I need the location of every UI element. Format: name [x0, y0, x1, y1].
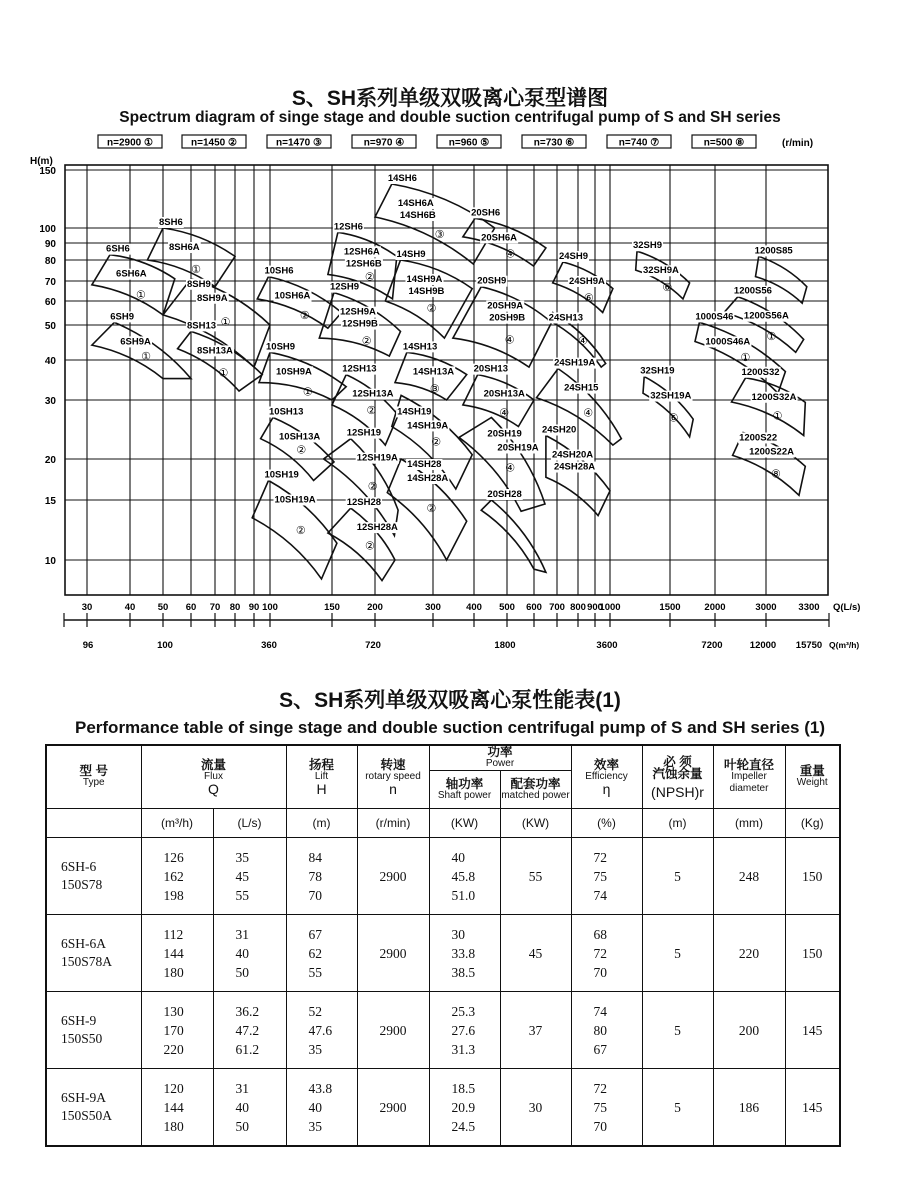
table-title-en: Performance table of singe stage and double suction centrifugal pump of S and SH series (1)	[74, 718, 826, 737]
pump-model-label: 12SH13A	[352, 388, 394, 400]
pump-model-label: 24SH9	[558, 250, 589, 262]
cell-type: 6SH-9 150S50	[46, 992, 141, 1069]
cell-npsh: 5	[642, 1069, 713, 1147]
speed-mark: ②	[296, 444, 307, 457]
7-text: (m)	[642, 809, 713, 838]
x-tick-label: 500	[499, 602, 515, 613]
cell-npsh: 5	[642, 992, 713, 1069]
y-axis-label: H(m)	[30, 156, 53, 167]
cell-npsh: 5	[642, 838, 713, 915]
cell-shaft: 30 33.8 38.5	[429, 915, 500, 992]
x-tick-label: 40	[124, 602, 136, 613]
table-row	[46, 992, 840, 1069]
speed-mark: ①	[766, 331, 777, 344]
cell-ls: 35 45 55	[213, 838, 286, 915]
pump-model-label: 6SH9	[110, 311, 135, 323]
6-text: (%)	[571, 809, 642, 838]
imp-cn-text: 叶轮直径	[723, 758, 774, 772]
pump-model-label: 24SH28A	[553, 461, 596, 473]
2-text: (m)	[286, 809, 357, 838]
pump-model-label: 12SH19A	[356, 452, 398, 464]
cell-imp: 220	[713, 915, 785, 992]
header-speed	[357, 745, 429, 809]
y-tick-label: 10	[44, 556, 56, 567]
pump-region	[453, 287, 552, 367]
speed-label: n=740 ⑦	[618, 137, 660, 149]
pump-model-label: 12SH9B	[341, 318, 378, 330]
x-tick-label: 700	[549, 602, 565, 613]
y-tick-label: 70	[44, 277, 56, 288]
x-tick-label: 30	[81, 602, 93, 613]
pump-model-label: 1200S22	[739, 432, 778, 444]
cell-h: 84 78 70	[286, 838, 357, 915]
type-en-text: Type	[82, 777, 105, 788]
speed-label: n=970 ④	[363, 137, 405, 149]
cell-m3h: 112 144 180	[141, 915, 213, 992]
cell-ls: 31 40 50	[213, 915, 286, 992]
pump-model-label: 14SH13A	[412, 366, 455, 378]
lift-cn-text: 扬程	[308, 758, 334, 772]
eff-en-text: Efficiency	[585, 771, 628, 782]
speed-mark: ④	[583, 407, 594, 420]
performance-table	[45, 744, 841, 1147]
header-npsh	[642, 745, 713, 809]
x2-tick-label: 1800	[494, 640, 516, 651]
3-text: (r/min)	[357, 809, 429, 838]
x-tick-label: 150	[324, 602, 340, 613]
header-power	[429, 745, 571, 771]
pump-model-label: 14SH13	[402, 341, 438, 353]
pump-model-label: 1200S56A	[743, 310, 789, 322]
x2-tick-label: 12000	[749, 640, 777, 651]
speed-mark: ④	[505, 248, 516, 261]
pump-region	[92, 255, 175, 315]
speed-mark: ②	[426, 302, 437, 315]
x2-tick-label: 720	[365, 640, 381, 651]
x-tick-label: 70	[209, 602, 221, 613]
4-text: (KW)	[429, 809, 500, 838]
speed-mark: ②	[426, 503, 437, 516]
x2-tick-label: 3600	[596, 640, 618, 651]
speed-mark: ⑥	[662, 281, 673, 294]
lift-en-text: Lift	[314, 771, 329, 782]
speed-mark: ②	[367, 480, 378, 493]
cell-imp: 248	[713, 838, 785, 915]
speed-mark: ①	[218, 367, 229, 380]
speed-sym-text: n	[389, 781, 397, 797]
pump-model-label: 1200S56	[733, 285, 772, 297]
pump-model-label: 6SH9A	[120, 336, 151, 348]
imp-en-text: Impeller diameter	[729, 771, 769, 794]
power-en-text: Power	[485, 758, 515, 769]
eff-sym-text: η	[602, 781, 611, 797]
cell-h: 67 62 55	[286, 915, 357, 992]
table-row	[46, 915, 840, 992]
cell-m3h: 126 162 198	[141, 838, 213, 915]
x-tick-label: 3300	[798, 602, 820, 613]
8-text: (mm)	[713, 809, 785, 838]
flux-en-text: Flux	[204, 771, 223, 782]
pump-model-label: 14SH9A	[406, 274, 443, 285]
flux-cn-text: 流量	[200, 758, 226, 772]
cell-matched: 45	[500, 915, 571, 992]
pump-model-label: 32SH9A	[642, 265, 679, 277]
cell-n: 2900	[357, 838, 429, 915]
pump-model-label: 20SH19A	[497, 442, 539, 454]
cell-n: 2900	[357, 992, 429, 1069]
cell-weight: 150	[785, 915, 840, 992]
chart-title-cn: S、SH系列单级双吸离心泵型谱图	[291, 87, 609, 110]
x-tick-label: 300	[425, 602, 441, 613]
cell-matched: 30	[500, 1069, 571, 1147]
speed-label: n=1450 ②	[191, 137, 237, 149]
pump-model-label: 1000S46	[695, 311, 734, 323]
y-tick-label: 60	[44, 297, 56, 308]
table-row	[46, 1069, 840, 1147]
table-row	[46, 838, 840, 915]
speed-mark: ⑥	[668, 412, 679, 425]
y-tick-label: 40	[44, 356, 56, 367]
x2-tick-label: 360	[261, 640, 277, 651]
pump-model-label: 12SH28	[346, 497, 382, 509]
cell-m3h: 120 144 180	[141, 1069, 213, 1147]
y-tick-label: 90	[44, 239, 56, 250]
speed-mark: ②	[366, 405, 377, 418]
speed-mark: ④	[499, 407, 510, 420]
speed-mark: ④	[504, 334, 515, 347]
pump-model-label: 20SH13A	[483, 388, 525, 400]
pump-model-label: 14SH6A	[397, 198, 434, 210]
x2-tick-label: 96	[82, 640, 94, 651]
pump-model-label: 1000S46A	[705, 336, 751, 348]
table-title-cn: S、SH系列单级双吸离心泵性能表(1)	[279, 689, 621, 712]
speed-mark: ④	[578, 335, 588, 348]
speed-en-text: rotary speed	[365, 771, 421, 782]
pump-model-label: 20SH28	[487, 489, 522, 500]
cell-matched: 37	[500, 992, 571, 1069]
speed-mark: ①	[772, 410, 783, 423]
y-tick-label: 20	[44, 455, 56, 466]
pump-model-label: 20SH9	[477, 275, 507, 287]
pump-model-label: 20SH13	[473, 363, 508, 375]
x-tick-label: 800	[570, 602, 586, 613]
speed-label: n=500 ⑧	[703, 137, 745, 149]
pump-model-label: 20SH9B	[489, 312, 526, 324]
npsh-cn-text: 必 须 汽蚀余量	[652, 755, 703, 781]
x-tick-label: 3000	[755, 602, 777, 613]
cell-type: 6SH-9A 150S50A	[46, 1069, 141, 1147]
pump-model-label: 10SH6	[264, 265, 294, 277]
cell-type: 6SH-6A 150S78A	[46, 915, 141, 992]
pump-model-label: 14SH9	[396, 249, 426, 260]
speed-label: n=960 ⑤	[448, 137, 490, 149]
speed-mark: ①	[191, 263, 202, 276]
speed-label: n=730 ⑥	[533, 137, 575, 149]
speed-mark: ②	[299, 310, 310, 323]
npsh-en-text: (NPSH)r	[651, 784, 704, 800]
pump-model-label: 12SH9A	[339, 306, 376, 318]
cell-ls: 36.2 47.2 61.2	[213, 992, 286, 1069]
pump-model-label: 24SH15	[564, 382, 599, 394]
pump-model-label: 20SH19	[487, 428, 522, 440]
x-tick-label: 50	[157, 602, 169, 613]
speed-mark: ②	[361, 335, 372, 348]
pump-model-label: 8SH6	[159, 217, 183, 228]
plot-frame	[65, 165, 828, 595]
speed-mark: ②	[364, 271, 375, 284]
shaft-cn-text: 轴功率	[445, 776, 484, 791]
pump-model-label: 12SH13	[342, 363, 377, 375]
x-tick-label: 90	[248, 602, 260, 613]
cell-imp: 200	[713, 992, 785, 1069]
pump-model-label: 12SH6B	[345, 258, 382, 270]
x-tick-label: 100	[262, 602, 278, 613]
header-efficiency	[571, 745, 642, 809]
cell-weight: 150	[785, 838, 840, 915]
pump-model-label: 14SH28	[407, 459, 442, 470]
pump-model-label: 8SH9	[187, 278, 211, 290]
cell-imp: 186	[713, 1069, 785, 1147]
pump-model-label: 14SH28A	[407, 473, 449, 484]
x2-tick-label: 15750	[795, 640, 823, 651]
speed-mark: ①	[141, 351, 151, 364]
x-tick-label: 1000	[599, 602, 621, 613]
speed-mark: ⑧	[771, 468, 781, 481]
pump-region	[732, 378, 806, 436]
pump-spectrum-diagram	[0, 130, 900, 660]
pump-model-label: 12SH6A	[343, 246, 380, 258]
pump-model-label: 1200S22A	[749, 446, 794, 458]
speed-label: n=2900 ①	[107, 137, 153, 149]
speed-mark: ③	[429, 383, 440, 396]
type-cn-text: 型 号	[79, 764, 108, 778]
cell-eff: 68 72 70	[571, 915, 642, 992]
x-tick-label: 80	[229, 602, 241, 613]
x2-tick-label: 100	[157, 640, 173, 651]
header-type	[46, 745, 141, 809]
x-tick-label: 200	[367, 602, 383, 613]
speed-mark: ①	[136, 289, 146, 302]
cell-n: 2900	[357, 915, 429, 992]
speed-mark: ②	[364, 540, 375, 553]
speed-cn-text: 转速	[380, 758, 406, 772]
pump-model-label: 1200S32	[741, 366, 780, 378]
speed-mark: ④	[505, 462, 516, 475]
y-tick-label: 30	[44, 396, 56, 407]
pump-region	[643, 377, 693, 437]
pump-model-label: 10SH9A	[276, 366, 312, 378]
eff-cn-text: 效率	[593, 758, 619, 772]
9-text: (Kg)	[785, 809, 840, 838]
pump-model-label: 8SH9A	[197, 292, 228, 304]
header-flux	[141, 745, 286, 809]
pump-model-label: 12SH6	[333, 221, 363, 233]
cell-ls: 31 40 50	[213, 1069, 286, 1147]
pump-model-label: 6SH6A	[116, 268, 147, 280]
pump-model-label: 14SH6	[387, 173, 417, 185]
speed-mark: ⑥	[583, 292, 594, 305]
units-spacer	[46, 809, 141, 838]
header-impeller	[713, 745, 785, 809]
cell-matched: 55	[500, 838, 571, 915]
header-shaft-power	[429, 771, 500, 809]
y-tick-label: 80	[44, 256, 56, 267]
pump-model-label: 10SH13A	[279, 431, 321, 443]
speed-mark: ②	[295, 525, 306, 538]
pump-model-label: 24SH9A	[568, 275, 605, 287]
pump-model-label: 12SH28A	[356, 522, 398, 534]
matched-en-text: matched power	[501, 789, 570, 801]
pump-model-label: 20SH6A	[481, 232, 518, 244]
lift-sym-text: H	[316, 781, 327, 797]
speed-mark: ②	[431, 436, 442, 449]
pump-model-label: 32SH9	[632, 240, 663, 252]
cell-weight: 145	[785, 1069, 840, 1147]
pump-model-label: 10SH9	[266, 341, 296, 353]
pump-model-label: 6SH6	[106, 243, 130, 255]
cell-shaft: 25.3 27.6 31.3	[429, 992, 500, 1069]
pump-model-label: 14SH9B	[408, 286, 445, 297]
pump-model-label: 24SH20	[541, 424, 577, 436]
pump-model-label: 1200S85	[754, 245, 793, 257]
x-tick-label: 900	[587, 602, 603, 613]
cell-shaft: 40 45.8 51.0	[429, 838, 500, 915]
pump-model-label: 8SH13	[187, 320, 217, 332]
cell-weight: 145	[785, 992, 840, 1069]
x-tick-label: 600	[526, 602, 542, 613]
flux-sym-text: Q	[208, 781, 219, 797]
cell-npsh: 5	[642, 915, 713, 992]
cell-n: 2900	[357, 1069, 429, 1147]
pump-model-label: 14SH19	[397, 406, 432, 418]
speed-mark: ①	[740, 352, 751, 365]
x-tick-label: 60	[185, 602, 197, 613]
5-text: (KW)	[500, 809, 571, 838]
cell-type: 6SH-6 150S78	[46, 838, 141, 915]
weight-en-text: Weight	[796, 777, 828, 788]
pump-model-label: 10SH13	[269, 406, 304, 418]
pump-model-label: 24SH20A	[551, 449, 594, 461]
pump-region	[375, 184, 495, 264]
x-axis-label: Q(L/s)	[833, 602, 861, 613]
y-tick-label: 15	[44, 496, 56, 507]
cell-h: 43.8 40 35	[286, 1069, 357, 1147]
speed-mark: ③	[434, 229, 445, 242]
cell-eff: 72 75 70	[571, 1069, 642, 1147]
y-tick-label: 100	[39, 224, 56, 235]
1-text: (L/s)	[213, 809, 286, 838]
pump-model-label: 20SH9A	[487, 300, 524, 312]
x-tick-label: 2000	[704, 602, 726, 613]
shaft-en-text: Shaft power	[437, 789, 492, 801]
pump-model-label: 24SH19A	[554, 357, 596, 369]
x2-tick-label: 7200	[701, 640, 723, 651]
units-row	[46, 809, 840, 838]
speed-unit: (r/min)	[782, 138, 814, 149]
cell-shaft: 18.5 20.9 24.5	[429, 1069, 500, 1147]
speed-label: n=1470 ③	[276, 137, 322, 149]
0-text: (m³/h)	[141, 809, 213, 838]
pump-region	[553, 262, 613, 313]
pump-model-label: 32SH19	[640, 365, 675, 377]
matched-cn-text: 配套功率	[510, 776, 561, 791]
cell-eff: 74 80 67	[571, 992, 642, 1069]
pump-model-label: 10SH6A	[274, 290, 311, 302]
y-tick-label: 50	[44, 321, 56, 332]
pump-model-label: 20SH6	[471, 207, 501, 219]
x2-axis-label: Q(m³/h)	[829, 640, 860, 650]
pump-region	[481, 500, 546, 572]
header-matched-power	[500, 771, 571, 809]
pump-model-label: 14SH19A	[407, 420, 449, 432]
pump-model-label: 8SH6A	[169, 242, 200, 253]
y-tick-label: 150	[39, 166, 56, 177]
pump-model-label: 10SH19A	[274, 494, 316, 506]
x-tick-label: 400	[466, 602, 482, 613]
pump-model-label: 12SH9	[329, 281, 360, 293]
power-cn-text: 功率	[487, 745, 513, 759]
pump-model-label: 12SH19	[346, 427, 382, 439]
cell-eff: 72 75 74	[571, 838, 642, 915]
cell-h: 52 47.6 35	[286, 992, 357, 1069]
header-lift	[286, 745, 357, 809]
chart-title-en: Spectrum diagram of singe stage and double suction centrifugal pump of S and SH series	[119, 109, 781, 126]
pump-model-label: 14SH6B	[399, 210, 436, 222]
pump-model-label: 1200S32A	[751, 391, 797, 403]
cell-m3h: 130 170 220	[141, 992, 213, 1069]
speed-mark: ①	[220, 316, 231, 329]
speed-mark: ①	[302, 386, 313, 399]
x-tick-label: 1500	[659, 602, 681, 613]
pump-model-label: 24SH13	[548, 312, 584, 324]
weight-cn-text: 重量	[799, 764, 825, 778]
header-weight	[785, 745, 840, 809]
pump-model-label: 32SH19A	[650, 390, 692, 402]
pump-model-label: 8SH13A	[197, 345, 233, 357]
pump-model-label: 10SH19	[264, 469, 299, 481]
